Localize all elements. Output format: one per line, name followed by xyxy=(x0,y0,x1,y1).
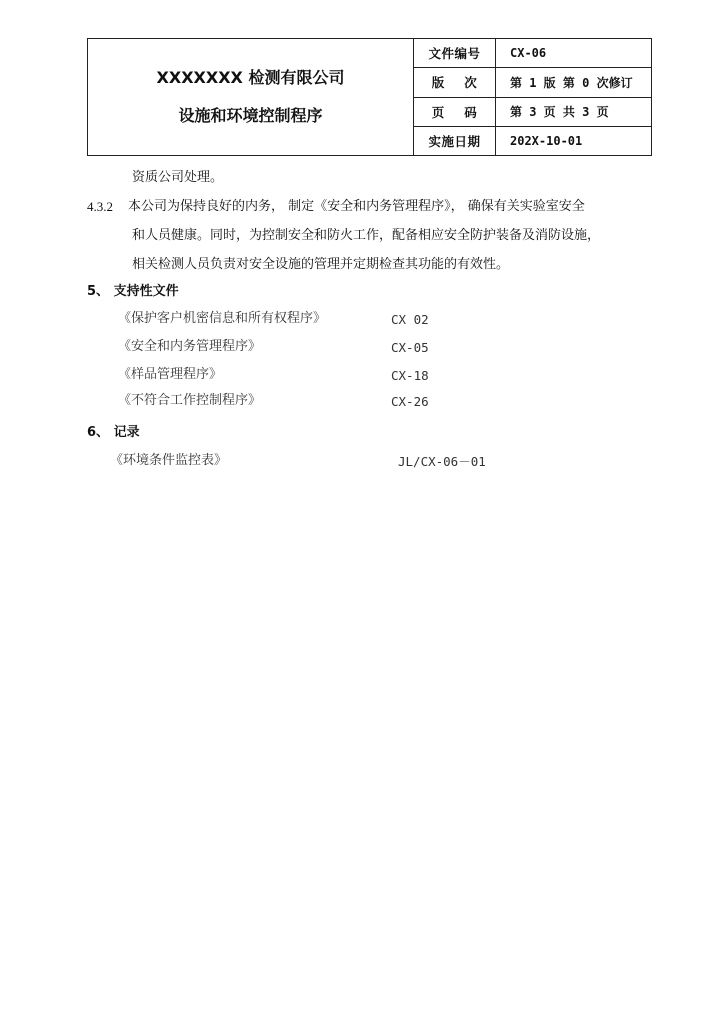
clause-line-2: 和人员健康。同时，为控制安全和防火工作，配备相应安全防护装备及消防设施， xyxy=(132,228,601,243)
header-row-page xyxy=(414,98,651,127)
edition-value: 第 1 版 第 0 次修订 xyxy=(510,75,633,90)
record-code: JL/CX-06－01 xyxy=(398,454,486,469)
support-doc-code: CX-05 xyxy=(391,340,429,355)
page-label: 页 码 xyxy=(414,98,496,126)
doc-number-label: 文件编号 xyxy=(414,39,496,67)
section-6-heading: 6、 记录 xyxy=(87,425,140,440)
support-doc-name: 《样品管理程序》 xyxy=(118,367,223,382)
support-doc-name: 《不符合工作控制程序》 xyxy=(118,393,262,408)
effective-date-value: 202X-10-01 xyxy=(510,133,583,148)
effective-date-label: 实施日期 xyxy=(414,127,496,155)
company-name: XXXXXXX 检测有限公司 xyxy=(156,68,345,87)
clause-line-3: 相关检测人员负责对安全设施的管理并定期检查其功能的有效性。 xyxy=(132,257,510,272)
section-5-heading: 5、 支持性文件 xyxy=(87,284,179,299)
clause-number: 4.3.2 xyxy=(87,199,113,214)
header-meta-cells xyxy=(414,39,651,155)
continuation-text: 资质公司处理。 xyxy=(132,170,224,185)
edition-label: 版 次 xyxy=(414,68,496,96)
clause-line-1: 本公司为保持良好的内务， 制定《安全和内务管理程序》， 确保有关实验室安全 xyxy=(128,199,585,214)
support-doc-name: 《安全和内务管理程序》 xyxy=(118,339,262,354)
support-doc-name: 《保护客户机密信息和所有权程序》 xyxy=(118,311,327,326)
header-row-effective-date xyxy=(414,127,651,155)
document-header-table xyxy=(87,38,652,156)
procedure-title: 设施和环境控制程序 xyxy=(178,106,323,125)
header-title-cell xyxy=(88,39,414,155)
support-doc-code: CX 02 xyxy=(391,312,429,327)
record-name: 《环境条件监控表》 xyxy=(110,453,228,468)
header-row-doc-number xyxy=(414,39,651,68)
header-row-edition xyxy=(414,68,651,97)
doc-number-value: CX-06 xyxy=(510,46,547,61)
support-doc-code: CX-18 xyxy=(391,368,429,383)
page-value: 第 3 页 共 3 页 xyxy=(510,105,609,120)
support-doc-code: CX-26 xyxy=(391,394,429,409)
